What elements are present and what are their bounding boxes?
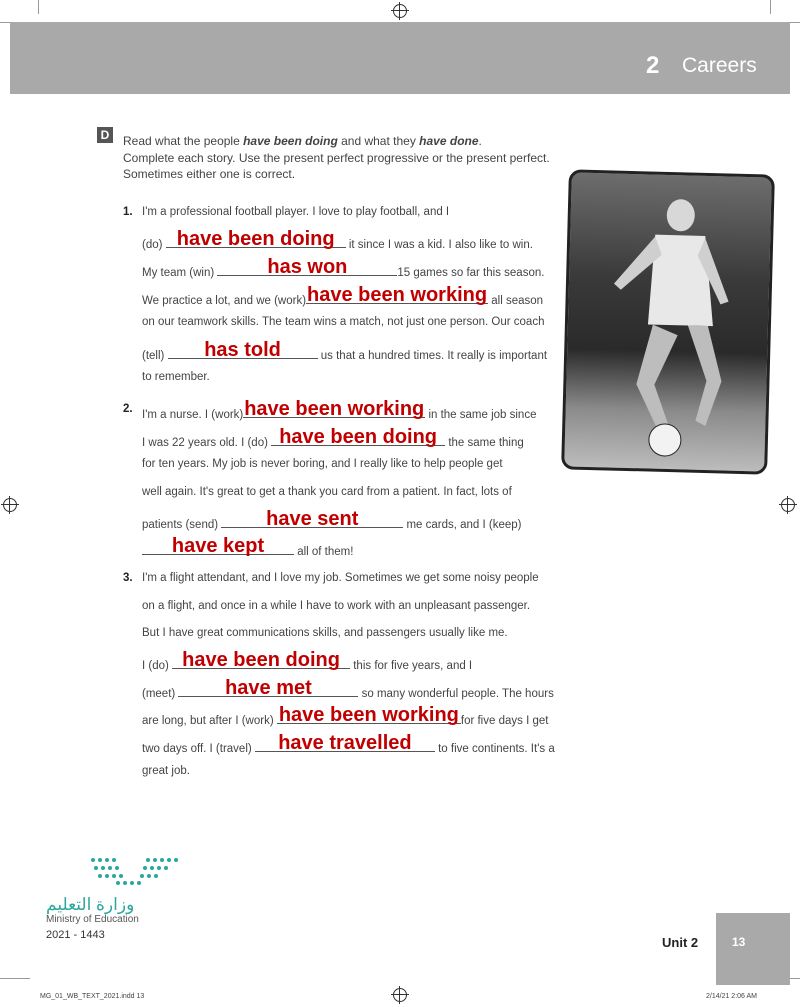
print-timestamp: 2/14/21 2:06 AM — [706, 993, 757, 1000]
story-text: to five continents. It's a — [434, 743, 555, 755]
item-number: 1. — [123, 206, 133, 218]
story-text: on our teamwork skills. The team wins a match, not just one person. Our coach — [142, 316, 545, 328]
answer-text: have met — [225, 677, 312, 699]
answer-text: have sent — [266, 508, 359, 530]
answer-text: has told — [204, 339, 281, 361]
story-text: all season — [488, 295, 544, 307]
story-text: on a flight, and once in a while I have to work with an unpleasant passenger. — [142, 600, 531, 612]
instruction-text: . — [478, 134, 482, 148]
answer-text: have been doing — [176, 228, 335, 250]
registration-mark-icon — [393, 4, 407, 18]
story-line — [142, 458, 503, 470]
story-text: patients (send) — [142, 519, 222, 531]
story-text: great job. — [142, 765, 190, 777]
answer-text: have been working — [278, 704, 459, 726]
story-line — [142, 600, 530, 612]
instruction-text: Read what the people — [123, 134, 244, 148]
story-line — [142, 339, 548, 362]
story-line — [142, 256, 545, 279]
story-text: two days off. I (travel) — [142, 743, 255, 755]
story-text: I'm a professional football player. I love to play football, and I — [142, 206, 450, 218]
ministry-english-name: Ministry of Education — [46, 914, 139, 925]
story-text: for ten years. My job is never boring, and I really like to help people get — [142, 458, 503, 470]
answer-blank[interactable] — [221, 508, 403, 530]
answer-text: have been working — [307, 284, 488, 306]
file-name: MG_01_WB_TEXT_2021.indd 13 — [40, 993, 145, 1000]
story-text: (tell) — [142, 350, 168, 362]
page-number-box — [716, 913, 790, 985]
ministry-logo-dots-icon — [88, 855, 183, 889]
instruction-emphasis: have been doing — [243, 134, 338, 148]
story-text: (do) — [142, 239, 166, 251]
story-text: for five days I get — [460, 715, 549, 727]
crop-mark — [0, 978, 30, 979]
story-text: this for five years, and I — [350, 660, 473, 672]
instruction-line-1 — [123, 134, 482, 148]
answer-text: have been doing — [182, 649, 340, 671]
answer-blank[interactable] — [142, 535, 294, 557]
answer-blank[interactable] — [166, 228, 346, 250]
answer-text: have travelled — [278, 732, 412, 754]
unit-number: 2 — [646, 52, 660, 79]
story-text: 15 games so far this season. — [397, 267, 545, 279]
answer-text: has won — [267, 256, 348, 278]
story-line — [142, 677, 554, 700]
story-line — [142, 508, 522, 531]
answer-text: have kept — [171, 535, 265, 557]
answer-blank[interactable] — [271, 426, 445, 448]
story-text: to remember. — [142, 371, 210, 383]
ministry-arabic-name: وزارة التعليم — [46, 895, 135, 914]
story-line — [142, 649, 473, 672]
story-line — [142, 627, 508, 639]
story-text: I was 22 years old. I (do) — [142, 437, 272, 449]
unit-label: Unit 2 — [662, 935, 699, 950]
story-line — [142, 732, 555, 755]
story-text: in the same job since — [425, 409, 537, 421]
story-text: all of them! — [294, 546, 354, 558]
registration-mark-icon — [3, 498, 17, 512]
answer-blank[interactable] — [217, 256, 397, 278]
story-line — [142, 398, 537, 421]
answer-text: have been working — [244, 398, 425, 420]
item-number: 2. — [123, 403, 133, 415]
story-line — [142, 486, 512, 498]
edition-year: 2021 - 1443 — [46, 929, 105, 941]
page-number: 13 — [732, 935, 746, 949]
answer-blank[interactable] — [277, 704, 461, 726]
story-line — [142, 284, 544, 307]
football-player-illustration — [564, 172, 775, 474]
instruction-text: and what they — [337, 134, 420, 148]
answer-text: have been doing — [279, 426, 438, 448]
story-text: us that a hundred times. It really is important — [317, 350, 548, 362]
instruction-emphasis: have done — [419, 134, 479, 148]
football-player-photo — [561, 169, 775, 474]
story-text: it since I was a kid. I also like to win. — [345, 239, 533, 251]
story-line — [142, 228, 533, 251]
story-text: But I have great communications skills, and passengers usually like me. — [142, 627, 508, 639]
story-text: me cards, and I (keep) — [403, 519, 522, 531]
exercise-letter: D — [97, 127, 113, 143]
answer-blank[interactable] — [306, 284, 488, 306]
instruction-line-3: Sometimes either one is correct. — [123, 167, 296, 181]
registration-mark-icon — [781, 498, 795, 512]
story-text: so many wonderful people. The hours — [358, 688, 554, 700]
story-text: I'm a nurse. I (work) — [142, 409, 244, 421]
story-text: We practice a lot, and we (work) — [142, 295, 307, 307]
story-line — [142, 765, 190, 777]
unit-banner — [10, 22, 790, 94]
story-line — [142, 316, 544, 328]
story-text: (meet) — [142, 688, 179, 700]
answer-blank[interactable] — [243, 398, 425, 420]
unit-title: Careers — [682, 54, 757, 77]
story-text: are long, but after I (work) — [142, 715, 277, 727]
story-text: I'm a flight attendant, and I love my job. Sometimes we get some noisy people — [142, 572, 539, 584]
registration-mark-icon — [393, 988, 407, 1002]
story-line — [142, 371, 210, 383]
story-text: My team (win) — [142, 267, 218, 279]
story-text: the same thing — [445, 437, 524, 449]
story-line — [142, 704, 549, 727]
instruction-line-2: Complete each story. Use the present perfect progressive or the present perfect. — [123, 151, 550, 165]
story-line — [142, 206, 449, 218]
story-line — [142, 572, 539, 584]
answer-blank[interactable] — [168, 339, 318, 361]
crop-mark — [770, 0, 771, 14]
story-line — [142, 426, 524, 449]
crop-mark — [38, 0, 39, 14]
story-text: well again. It's great to get a thank you card from a patient. In fact, lots of — [142, 486, 512, 498]
answer-blank[interactable] — [172, 649, 350, 671]
answer-blank[interactable] — [178, 677, 358, 699]
item-number: 3. — [123, 572, 133, 584]
story-line — [142, 535, 354, 558]
story-text: I (do) — [142, 660, 173, 672]
answer-blank[interactable] — [255, 732, 435, 754]
